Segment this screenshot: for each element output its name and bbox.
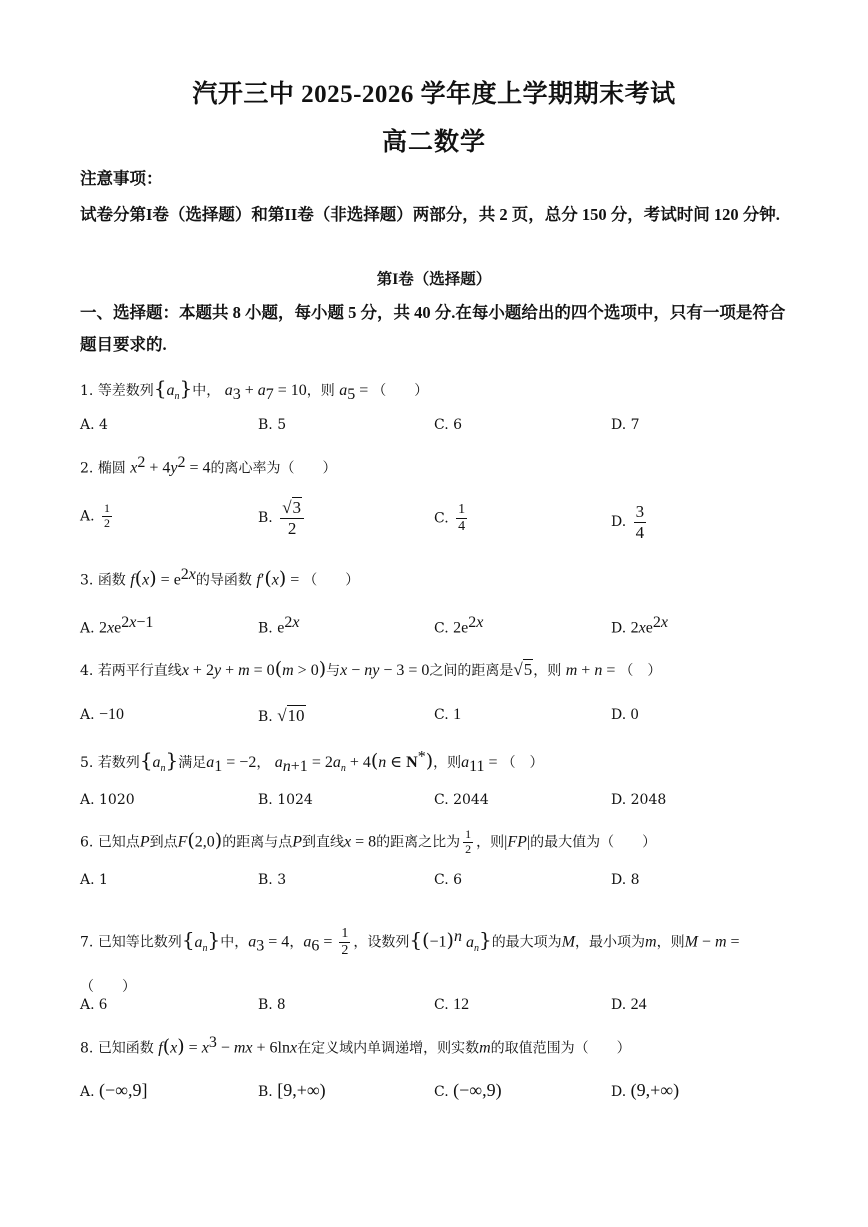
option-d[interactable]: D. 24	[611, 996, 647, 1013]
option-c[interactable]: C. $\frac{1}{4}$	[434, 502, 466, 535]
section-description: 一、选择题：本题共 8 小题，每小题 5 分，共 40 分.在每小题给出的四个选项中，只有一项是符合题目要求的.	[80, 303, 786, 354]
option-a[interactable]: A. 1	[80, 872, 108, 888]
question-3: 3. 函数 $f(x) = e^{2x}$的导函数 f′(x) = （ ）	[80, 566, 360, 590]
option-d[interactable]: D. 2048	[611, 792, 667, 808]
exam-title: 汽开三中 2025-2026 学年度上学期期末考试	[192, 81, 676, 108]
option-a[interactable]: A. 6	[80, 996, 108, 1013]
option-b[interactable]: B. [9,+∞)	[258, 1080, 326, 1100]
option-c[interactable]: C. 6	[434, 872, 463, 888]
notice-body: 试卷分第I卷（选择题）和第II卷（非选择题）两部分，共 2 页，总分 150 分，考试时间 120 分钟.	[80, 205, 780, 224]
question-5: 5. 若数列$\{a_n\}$满足$a_1 = -2$， $a_{n+1} = 2a_n + 4(n$ ∈ N*)，则$a_{11}$ = （ ）	[80, 748, 544, 775]
option-a[interactable]: A. −10	[80, 706, 125, 723]
option-b[interactable]: B. $\frac{√3}{2}$	[258, 498, 307, 538]
option-d[interactable]: D. 0	[611, 706, 639, 723]
option-c[interactable]: C. 1	[434, 706, 462, 723]
option-d[interactable]: D. (9,+∞)	[611, 1080, 680, 1100]
option-b[interactable]: B. $e^{2x}$	[258, 614, 300, 637]
option-b[interactable]: B. 8	[258, 996, 286, 1013]
option-c[interactable]: C. (−∞,9)	[434, 1080, 502, 1100]
option-b[interactable]: B. √10	[258, 706, 305, 725]
option-a[interactable]: A. $2xe^{2x-1}$	[80, 614, 154, 637]
option-a[interactable]: A. (−∞,9]	[80, 1080, 148, 1100]
option-b[interactable]: B. 3	[258, 872, 287, 888]
question-8: 8. 已知函数 $f(x) = x^3$ − mx + 6lnx在定义域内单调递增，则实数m的取值范围为（ ）	[80, 1034, 631, 1058]
option-c[interactable]: C. $2e^{2x}$	[434, 614, 484, 637]
option-b[interactable]: B. 1024	[258, 792, 313, 808]
notice-heading: 注意事项：	[80, 169, 163, 188]
question-1: 1. 等差数列$\{a_n\}$中， $a_3 + a_7 = 10$，则 $a_5$ = （ ）	[80, 376, 429, 403]
option-a[interactable]: A. 4	[80, 417, 108, 433]
option-a[interactable]: A. $\frac{1}{2}$	[80, 501, 111, 530]
option-c[interactable]: C. 12	[434, 996, 470, 1013]
option-c[interactable]: C. 2044	[434, 792, 489, 808]
option-b[interactable]: B. 5	[258, 417, 287, 433]
option-d[interactable]: D. 7	[611, 417, 640, 433]
question-2: 2. 椭圆 $x^2 + 4y^2 = 4$的离心率为（ ）	[80, 454, 337, 477]
option-c[interactable]: C. 6	[434, 417, 463, 433]
question-7: 7. 已知等比数列$\{a_n\}$中，$a_3 = 4$，$a_6$ = $\frac{1}{2}$ ，设数列{$(-1)^n$ $a_n$}的最大项为M，最小项为m，则M − m = （ ）	[80, 926, 740, 995]
option-a[interactable]: A. 1020	[80, 792, 135, 808]
option-d[interactable]: D. 8	[611, 872, 640, 888]
section-title: 第I卷（选择题）	[376, 271, 492, 288]
exam-subject: 高二数学	[381, 129, 486, 156]
option-d[interactable]: D. $\frac{3}{4}$	[611, 502, 645, 542]
question-4: 4. 若两平行直线x + 2y + m = 0(m > 0)与x − ny − 3 = 0之间的距离是√5，则 m + n = （ ）	[80, 658, 662, 680]
option-d[interactable]: D. $2xe^{2x}$	[611, 614, 668, 637]
question-6: 6. 已知点P到点F(2,0)的距离与点P到直线x = 8的距离之比为 $\frac{1}{2}$ ，则|FP|的最大值为（ ）	[80, 827, 657, 856]
